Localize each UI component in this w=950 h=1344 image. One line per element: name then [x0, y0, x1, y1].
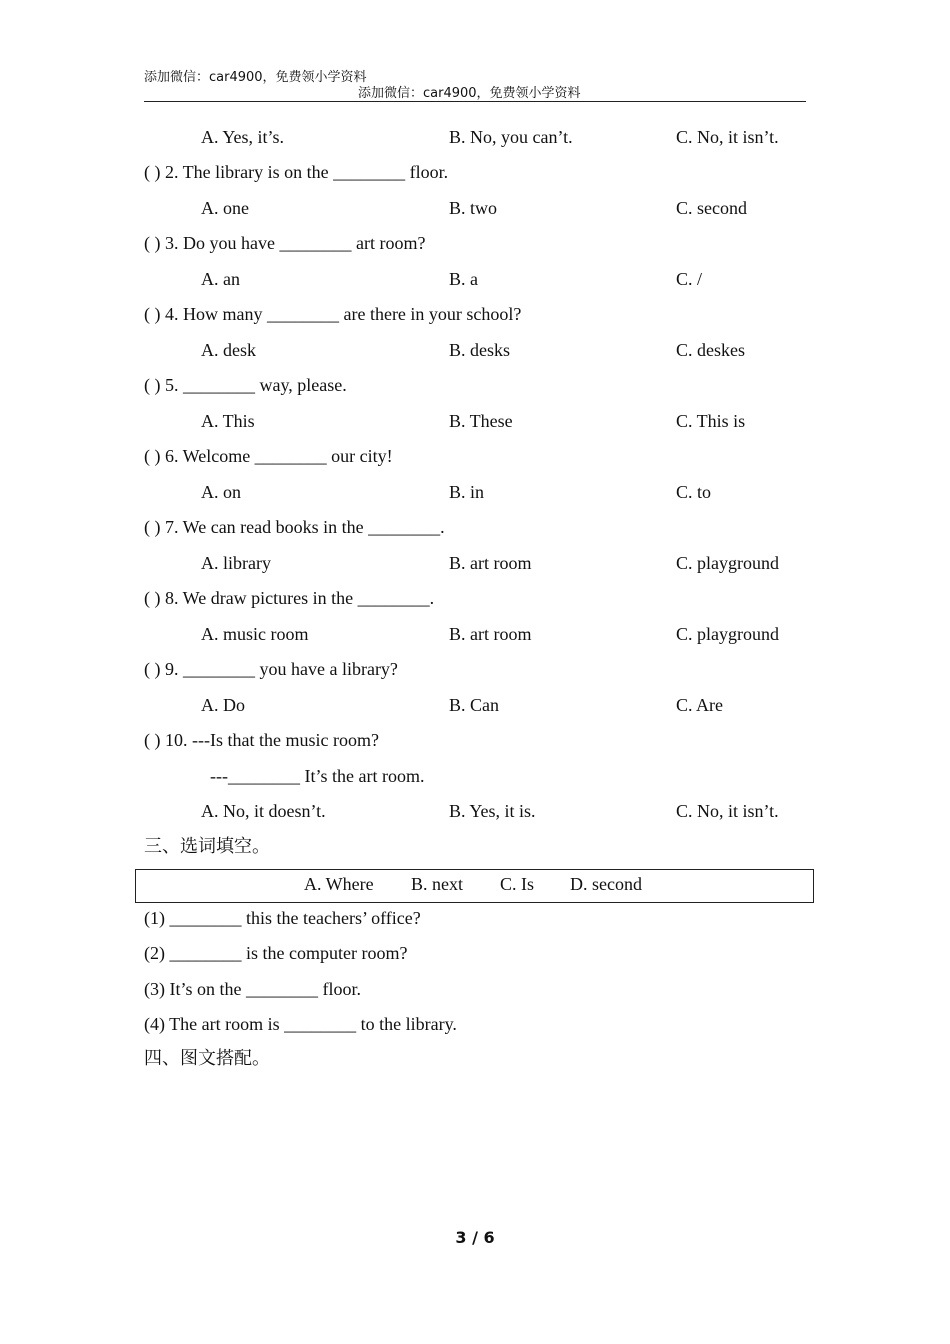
question-text: ( ) 3. Do you have ________ art room? [144, 233, 426, 253]
option-b: B. desks [449, 340, 511, 360]
option-a: A. desk [201, 340, 256, 360]
option-a: A. Yes, it’s. [201, 127, 285, 147]
option-b: B. No, you can’t. [449, 127, 573, 147]
question-5-options [0, 406, 950, 436]
option-a: A. This [201, 411, 255, 431]
option-c: C. This is [676, 411, 746, 431]
q1-options [0, 122, 950, 152]
option-a: A. one [201, 198, 249, 218]
question-4-options [0, 335, 950, 365]
fill-item-text: (1) ________ this the teachers’ office? [144, 908, 421, 928]
question-7-options [0, 548, 950, 578]
watermark-line-2: 添加微信：car4900，免费领小学资料 [358, 86, 581, 101]
question-8 [0, 583, 950, 613]
option-c: C. second [676, 198, 747, 218]
option-b: B. art room [449, 624, 532, 644]
question-8-options [0, 619, 950, 649]
option-c: C. / [676, 269, 703, 289]
option-b: B. Can [449, 695, 500, 715]
option-c: C. to [676, 482, 712, 502]
question-text: ( ) 5. ________ way, please. [144, 375, 347, 395]
question-text: ( ) 8. We draw pictures in the ________. [144, 588, 435, 608]
fill-item-4 [0, 1009, 950, 1039]
question-2 [0, 157, 950, 187]
fill-item-text: (2) ________ is the computer room? [144, 943, 408, 963]
option-c: C. Are [676, 695, 723, 715]
option-b: B. a [449, 269, 478, 289]
option-a: A. Do [201, 695, 245, 715]
option-c: C. No, it isn’t. [676, 127, 779, 147]
word-bank-item: D. second [570, 874, 642, 894]
option-b: B. two [449, 198, 498, 218]
question-3 [0, 228, 950, 258]
page-number: 3 / 6 [455, 1228, 495, 1247]
option-c: C. deskes [676, 340, 745, 360]
option-b: B. art room [449, 553, 532, 573]
word-bank-item: A. Where [304, 874, 374, 894]
fill-item-1 [0, 903, 950, 933]
section-3-title: 三、选词填空。 [144, 836, 270, 857]
question-2-options [0, 193, 950, 223]
question-10 [0, 725, 950, 755]
header-divider [144, 101, 806, 102]
word-bank-item: C. Is [500, 874, 535, 894]
watermark-line-1: 添加微信：car4900，免费领小学资料 [144, 70, 367, 85]
option-b: B. These [449, 411, 513, 431]
fill-item-2 [0, 938, 950, 968]
fill-item-text: (4) The art room is ________ to the library. [144, 1014, 457, 1034]
option-a: A. No, it doesn’t. [201, 801, 326, 821]
question-9 [0, 654, 950, 684]
question-6 [0, 441, 950, 471]
option-a: A. an [201, 269, 240, 289]
option-a: A. library [201, 553, 271, 573]
word-bank-item: B. next [411, 874, 463, 894]
question-9-options [0, 690, 950, 720]
option-a: A. on [201, 482, 241, 502]
question-5 [0, 370, 950, 400]
question-text: ( ) 9. ________ you have a library? [144, 659, 398, 679]
option-c: C. playground [676, 624, 779, 644]
fill-item-text: (3) It’s on the ________ floor. [144, 979, 361, 999]
question-10-options [0, 796, 950, 826]
option-c: C. No, it isn’t. [676, 801, 779, 821]
question-text: ( ) 2. The library is on the ________ floor. [144, 162, 449, 182]
fill-item-3 [0, 974, 950, 1004]
question-10-response [0, 761, 950, 791]
question-3-options [0, 264, 950, 294]
option-a: A. music room [201, 624, 309, 644]
section-4-title: 四、图文搭配。 [144, 1048, 270, 1069]
response-text: ---________ It’s the art room. [210, 766, 425, 786]
question-text: ( ) 4. How many ________ are there in your school? [144, 304, 522, 324]
question-4 [0, 299, 950, 329]
option-b: B. in [449, 482, 485, 502]
question-6-options [0, 477, 950, 507]
question-text: ( ) 6. Welcome ________ our city! [144, 446, 393, 466]
option-b: B. Yes, it is. [449, 801, 536, 821]
question-text: ( ) 7. We can read books in the ________. [144, 517, 445, 537]
word-bank [135, 869, 814, 903]
question-7 [0, 512, 950, 542]
option-c: C. playground [676, 553, 779, 573]
question-text: ( ) 10. ---Is that the music room? [144, 730, 379, 750]
